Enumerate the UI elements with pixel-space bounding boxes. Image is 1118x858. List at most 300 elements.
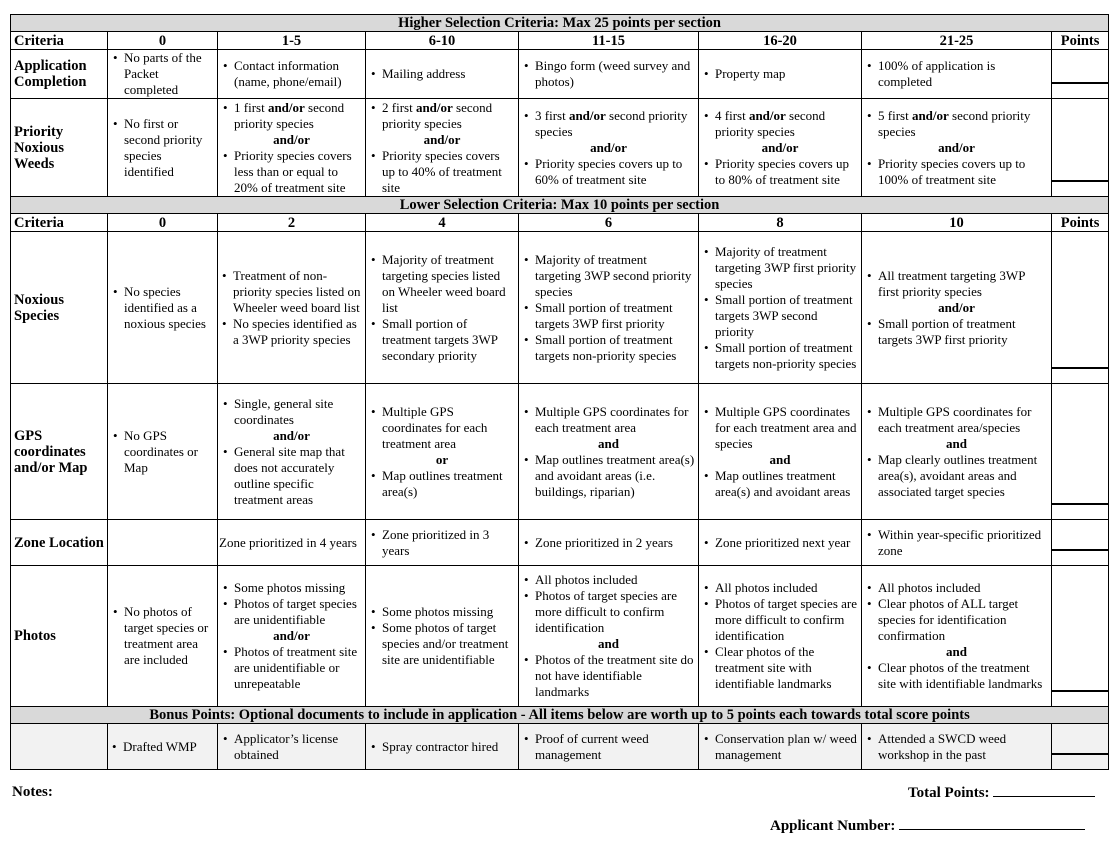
bullet-text-a: 3 first bbox=[535, 107, 569, 123]
lower-header-row bbox=[11, 214, 1109, 232]
bullet-text: Priority species covers up to 80% of treatment site bbox=[715, 155, 849, 187]
bullet-list bbox=[865, 527, 1048, 559]
points-entry-cell[interactable] bbox=[1052, 232, 1109, 384]
bullet-item bbox=[522, 404, 695, 436]
bullet-list bbox=[522, 108, 695, 188]
lower-criteria-row bbox=[11, 566, 1109, 707]
connector-text: and bbox=[769, 451, 791, 467]
lower-col-header-6: 10 bbox=[862, 214, 1052, 232]
bullet-text: No first or second priority species identified bbox=[124, 115, 203, 179]
lower-criteria-title: Lower Selection Criteria: Max 10 points per section bbox=[11, 197, 1109, 214]
bonus-item bbox=[522, 731, 695, 763]
connector-item bbox=[865, 140, 1048, 156]
bullet-item bbox=[702, 468, 858, 500]
score-cell bbox=[862, 384, 1052, 520]
bullet-item bbox=[702, 156, 858, 188]
bullet-text: Small portion of treatment targets 3WP first priority bbox=[535, 299, 673, 331]
bullet-item bbox=[221, 396, 362, 428]
score-cell bbox=[699, 99, 862, 197]
bullet-list bbox=[702, 731, 858, 763]
score-cell bbox=[218, 520, 366, 566]
criteria-label: GPS coordinates and/or Map bbox=[11, 384, 108, 520]
bullet-item bbox=[522, 588, 695, 636]
bullet-item bbox=[221, 580, 362, 596]
bullet-text: Clear photos of the treatment site with identifiable landmarks bbox=[715, 644, 832, 691]
score-cell bbox=[862, 566, 1052, 707]
lower-criteria-row bbox=[11, 384, 1109, 520]
bullet-text: Map outlines treatment area(s) and avoidant areas (i.e. buildings, riparian) bbox=[535, 451, 695, 499]
bullet-list bbox=[111, 428, 214, 476]
bullet-text: Bingo form (weed survey and photos) bbox=[535, 58, 691, 89]
score-cell bbox=[699, 520, 862, 566]
bullet-list bbox=[702, 580, 858, 692]
bullet-text: Small portion of treatment targets 3WP secondary priority bbox=[382, 315, 498, 363]
score-cell bbox=[519, 566, 699, 707]
bullet-list bbox=[111, 50, 214, 98]
bullet-text: Photos of the treatment site do not have identifiable landmarks bbox=[535, 652, 694, 699]
bullet-text-a: 2 first bbox=[382, 99, 416, 115]
bullet-text: Small portion of treatment targets 3WP second priority bbox=[715, 291, 853, 339]
connector-item bbox=[221, 428, 362, 444]
bullet-item bbox=[220, 268, 362, 316]
bullet-item bbox=[702, 66, 858, 82]
connector-item bbox=[522, 140, 695, 156]
higher-col-header-6: 21-25 bbox=[862, 32, 1052, 50]
bullet-list bbox=[221, 396, 362, 508]
bullet-text: Multiple GPS coordinates for each treatment area bbox=[535, 403, 689, 435]
connector-item bbox=[369, 452, 515, 468]
bullet-text: General site map that does not accurately outline specific treatment areas bbox=[234, 443, 345, 507]
bullet-item bbox=[111, 284, 214, 332]
bullet-text: All photos included bbox=[535, 572, 638, 587]
higher-col-header-4: 11-15 bbox=[519, 32, 699, 50]
bullet-text: No species identified as a noxious species bbox=[124, 283, 206, 331]
bullet-item bbox=[221, 58, 362, 90]
bullet-item bbox=[522, 535, 695, 551]
points-entry-line bbox=[1052, 180, 1108, 182]
bullet-text-a: 1 first bbox=[234, 99, 268, 115]
points-entry-line bbox=[1052, 82, 1108, 84]
cell-text: Zone prioritized in 4 years bbox=[219, 534, 357, 550]
higher-header-row bbox=[11, 32, 1109, 50]
bullet-list bbox=[369, 66, 515, 82]
bullet-list bbox=[522, 58, 695, 90]
bullet-list bbox=[220, 268, 362, 348]
total-points-label: Total Points: bbox=[908, 785, 990, 801]
bullet-item bbox=[702, 644, 858, 692]
higher-criteria-title: Higher Selection Criteria: Max 25 points per section bbox=[11, 15, 1109, 32]
bullet-text: Property map bbox=[715, 66, 786, 81]
bullet-item bbox=[522, 108, 695, 140]
higher-col-header-7: Points bbox=[1052, 32, 1109, 50]
bullet-list bbox=[522, 252, 695, 364]
bullet-list bbox=[369, 404, 515, 500]
bonus-cell bbox=[519, 724, 699, 770]
bullet-item bbox=[522, 332, 695, 364]
connector-item bbox=[702, 452, 858, 468]
points-entry-line bbox=[1052, 690, 1108, 692]
connector-text: and bbox=[946, 644, 967, 659]
bullet-item bbox=[220, 316, 362, 348]
score-cell bbox=[108, 99, 218, 197]
bullet-list bbox=[369, 604, 515, 668]
bullet-text: No photos of target species or treatment area are included bbox=[124, 604, 209, 667]
bullet-text: Priority species covers up to 40% of treatment site bbox=[382, 147, 502, 195]
bullet-list bbox=[702, 244, 858, 372]
bonus-item-text: Attended a SWCD weed workshop in the past bbox=[878, 730, 1007, 762]
score-cell bbox=[108, 50, 218, 99]
bullet-list bbox=[221, 580, 362, 692]
bullet-item bbox=[369, 468, 515, 500]
bullet-text: Majority of treatment targeting species listed on Wheeler weed board list bbox=[382, 251, 506, 315]
bullet-item bbox=[369, 316, 515, 364]
connector-text: and/or bbox=[273, 427, 310, 443]
bullet-text: No GPS coordinates or Map bbox=[124, 427, 199, 475]
score-cell bbox=[108, 520, 218, 566]
bullet-text-a: 5 first bbox=[878, 107, 912, 123]
total-points-line[interactable] bbox=[993, 784, 1095, 797]
bullet-keyword: and/or bbox=[267, 99, 305, 115]
bullet-list bbox=[865, 268, 1048, 348]
score-cell bbox=[699, 232, 862, 384]
connector-text: and/or bbox=[590, 139, 627, 155]
bullet-item bbox=[221, 148, 362, 196]
bullet-keyword: and/or bbox=[911, 107, 949, 123]
bullet-text: All treatment targeting 3WP first priority species bbox=[878, 267, 1025, 299]
score-cell bbox=[519, 50, 699, 99]
bullet-text: 100% of application is completed bbox=[878, 58, 996, 89]
bullet-list bbox=[369, 252, 515, 364]
connector-item bbox=[702, 140, 858, 156]
bullet-list bbox=[865, 58, 1048, 90]
criteria-label: Application Completion bbox=[11, 50, 108, 99]
notes-label: Notes: bbox=[12, 784, 53, 800]
higher-col-header-2: 1-5 bbox=[218, 32, 366, 50]
bullet-list bbox=[865, 731, 1048, 763]
bullet-item bbox=[865, 156, 1048, 188]
score-cell bbox=[218, 384, 366, 520]
bullet-item bbox=[702, 292, 858, 340]
points-entry-line bbox=[1052, 549, 1108, 551]
bullet-list bbox=[221, 100, 362, 196]
score-cell bbox=[519, 99, 699, 197]
bullet-text: Small portion of treatment targets non-priority species bbox=[535, 331, 677, 363]
bullet-item bbox=[865, 452, 1048, 500]
lower-col-header-2: 2 bbox=[218, 214, 366, 232]
bonus-cell bbox=[366, 724, 519, 770]
points-entry-line bbox=[1052, 753, 1108, 755]
points-entry-cell[interactable] bbox=[1052, 384, 1109, 520]
bullet-text: Some photos missing bbox=[234, 580, 346, 595]
bullet-list bbox=[702, 66, 858, 82]
total-points-field bbox=[908, 784, 1095, 802]
bullet-item bbox=[369, 620, 515, 668]
bonus-item bbox=[110, 739, 214, 755]
bullet-list bbox=[702, 108, 858, 188]
bullet-text: Priority species covers less than or equal to 20% of treatment site bbox=[234, 147, 352, 195]
bullet-item bbox=[221, 596, 362, 628]
bullet-text-b: second priority species bbox=[382, 99, 493, 131]
connector-text: and/or bbox=[423, 131, 461, 147]
lower-criteria-row bbox=[11, 232, 1109, 384]
connector-item bbox=[522, 636, 695, 652]
bonus-item bbox=[865, 731, 1048, 763]
criteria-label: Noxious Species bbox=[11, 232, 108, 384]
bullet-item bbox=[522, 652, 695, 700]
bullet-item bbox=[702, 404, 858, 452]
bullet-text: Clear photos of the treatment site with identifiable landmarks bbox=[878, 660, 1043, 691]
points-entry-cell[interactable] bbox=[1052, 520, 1109, 566]
bonus-row bbox=[11, 724, 1109, 770]
bullet-item bbox=[865, 596, 1048, 644]
score-cell bbox=[108, 566, 218, 707]
bullet-item bbox=[369, 100, 515, 132]
bullet-list bbox=[369, 100, 515, 196]
bullet-item bbox=[865, 660, 1048, 692]
criteria-label: Photos bbox=[11, 566, 108, 707]
lower-col-header-0: Criteria bbox=[11, 214, 108, 232]
bullet-list bbox=[522, 572, 695, 700]
lower-col-header-4: 6 bbox=[519, 214, 699, 232]
bullet-item bbox=[369, 148, 515, 196]
bonus-item-text: Drafted WMP bbox=[123, 738, 197, 754]
lower-col-header-5: 8 bbox=[699, 214, 862, 232]
connector-item bbox=[865, 300, 1048, 316]
bullet-text: Contact information (name, phone/email) bbox=[234, 58, 342, 89]
bullet-item bbox=[369, 604, 515, 620]
score-cell bbox=[366, 520, 519, 566]
bullet-text: Zone prioritized next year bbox=[715, 534, 851, 550]
bullet-list bbox=[865, 580, 1048, 692]
bullet-text: Multiple GPS coordinates for each treatment area and species bbox=[715, 403, 857, 451]
lower-col-header-3: 4 bbox=[366, 214, 519, 232]
bullet-item bbox=[702, 580, 858, 596]
score-cell bbox=[366, 50, 519, 99]
connector-item bbox=[369, 132, 515, 148]
bullet-item bbox=[369, 66, 515, 82]
bullet-text: Map outlines treatment area(s) and avoidant areas bbox=[715, 467, 851, 499]
bullet-text: Single, general site coordinates bbox=[234, 395, 334, 427]
bullet-item bbox=[111, 428, 214, 476]
bonus-cell bbox=[108, 724, 218, 770]
bullet-text-b: second priority species bbox=[535, 107, 688, 139]
scoring-rubric-table bbox=[10, 14, 1109, 770]
higher-criteria-row bbox=[11, 99, 1109, 197]
bullet-item bbox=[221, 644, 362, 692]
bullet-item bbox=[111, 50, 214, 98]
bullet-text-b: second priority species bbox=[715, 107, 826, 139]
bullet-item bbox=[865, 268, 1048, 300]
bonus-item-text: Spray contractor hired bbox=[382, 738, 499, 754]
score-cell bbox=[366, 566, 519, 707]
score-cell bbox=[862, 99, 1052, 197]
score-cell bbox=[519, 520, 699, 566]
bullet-list bbox=[221, 731, 362, 763]
criteria-label: Priority Noxious Weeds bbox=[11, 99, 108, 197]
bullet-keyword: and/or bbox=[568, 107, 606, 123]
points-entry-cell[interactable] bbox=[1052, 566, 1109, 707]
lower-col-header-7: Points bbox=[1052, 214, 1109, 232]
bullet-list bbox=[865, 404, 1048, 500]
bullet-item bbox=[865, 58, 1048, 90]
bullet-list bbox=[369, 527, 515, 559]
lower-criteria-row bbox=[11, 520, 1109, 566]
bullet-list bbox=[522, 731, 695, 763]
connector-text: and/or bbox=[273, 628, 310, 643]
score-cell bbox=[218, 566, 366, 707]
connector-text: and/or bbox=[761, 139, 799, 155]
bullet-item bbox=[865, 580, 1048, 596]
bullet-item bbox=[702, 596, 858, 644]
bullet-list bbox=[702, 404, 858, 500]
bullet-keyword: and/or bbox=[415, 99, 453, 115]
bonus-cell bbox=[862, 724, 1052, 770]
bullet-text: Multiple GPS coordinates for each treatment area/species bbox=[878, 403, 1032, 435]
bonus-item bbox=[369, 739, 515, 755]
score-cell bbox=[862, 232, 1052, 384]
bonus-item-text: Applicator’s license obtained bbox=[234, 730, 339, 762]
bullet-list bbox=[111, 284, 214, 332]
bullet-item bbox=[522, 252, 695, 300]
bullet-text: Clear photos of ALL target species for identification confirmation bbox=[878, 596, 1019, 643]
criteria-label: Zone Location bbox=[11, 520, 108, 566]
bullet-text: Majority of treatment targeting 3WP first priority species bbox=[715, 243, 857, 291]
bullet-list bbox=[221, 58, 362, 90]
lower-col-header-1: 0 bbox=[108, 214, 218, 232]
connector-text: and/or bbox=[273, 131, 310, 147]
score-cell bbox=[699, 50, 862, 99]
bullet-item bbox=[865, 108, 1048, 140]
bullet-text: Map outlines treatment area(s) bbox=[382, 467, 503, 499]
bullet-keyword: and/or bbox=[748, 107, 786, 123]
bullet-item bbox=[522, 58, 695, 90]
bonus-item bbox=[221, 731, 362, 763]
points-entry-cell[interactable] bbox=[1052, 50, 1109, 99]
score-cell bbox=[218, 50, 366, 99]
bullet-item bbox=[702, 535, 858, 551]
score-cell bbox=[108, 384, 218, 520]
bullet-list bbox=[369, 739, 515, 755]
connector-text: or bbox=[435, 451, 449, 467]
bullet-item bbox=[522, 452, 695, 500]
bonus-item-text: Conservation plan w/ weed management bbox=[715, 730, 857, 762]
connector-item bbox=[221, 132, 362, 148]
bullet-item bbox=[221, 100, 362, 132]
score-cell bbox=[699, 566, 862, 707]
higher-col-header-0: Criteria bbox=[11, 32, 108, 50]
bonus-cell bbox=[218, 724, 366, 770]
bullet-text: No parts of the Packet completed bbox=[124, 50, 202, 97]
bonus-label-cell bbox=[11, 724, 108, 770]
bullet-text: Some photos of target species and/or treatment site are unidentifiable bbox=[382, 620, 509, 667]
bullet-item bbox=[369, 404, 515, 452]
connector-text: and bbox=[598, 636, 619, 651]
bullet-item bbox=[221, 444, 362, 508]
connector-text: and bbox=[946, 435, 967, 451]
bullet-list bbox=[110, 739, 214, 755]
score-cell bbox=[218, 99, 366, 197]
connector-text: and/or bbox=[938, 299, 975, 315]
bullet-text: Multiple GPS coordinates for each treatment area bbox=[382, 403, 488, 451]
bullet-text: Mailing address bbox=[382, 66, 466, 81]
connector-text: and bbox=[598, 435, 619, 451]
higher-col-header-5: 16-20 bbox=[699, 32, 862, 50]
connector-item bbox=[865, 436, 1048, 452]
score-cell bbox=[519, 232, 699, 384]
higher-criteria-row bbox=[11, 50, 1109, 99]
bullet-item bbox=[865, 527, 1048, 559]
bullet-item bbox=[865, 404, 1048, 436]
bullet-item bbox=[522, 300, 695, 332]
bullet-item bbox=[369, 527, 515, 559]
bonus-points-entry[interactable] bbox=[1052, 724, 1109, 770]
connector-text: and/or bbox=[938, 139, 975, 155]
bullet-list bbox=[111, 116, 214, 180]
bullet-text: Photos of target species are unidentifiable bbox=[234, 596, 357, 627]
connector-item bbox=[522, 436, 695, 452]
bullet-item bbox=[702, 340, 858, 372]
points-entry-cell[interactable] bbox=[1052, 99, 1109, 197]
score-cell bbox=[218, 232, 366, 384]
bullet-text: Zone prioritized in 2 years bbox=[535, 534, 673, 550]
higher-criteria-band bbox=[11, 15, 1109, 32]
score-cell bbox=[366, 232, 519, 384]
bonus-title: Bonus Points: Optional documents to include in application - All items below are worth up to 5 points each towards total score points bbox=[11, 707, 1109, 724]
connector-item bbox=[221, 628, 362, 644]
bullet-list bbox=[522, 404, 695, 500]
bullet-list bbox=[522, 535, 695, 551]
points-entry-line bbox=[1052, 503, 1108, 505]
higher-col-header-3: 6-10 bbox=[366, 32, 519, 50]
bullet-text: Small portion of treatment targets 3WP first priority bbox=[878, 315, 1016, 347]
bullet-list bbox=[111, 604, 214, 668]
bullet-text: Within year-specific prioritized zone bbox=[878, 526, 1042, 558]
bullet-item bbox=[369, 252, 515, 316]
bullet-text-a: 4 first bbox=[715, 107, 749, 123]
bullet-item bbox=[702, 108, 858, 140]
bonus-item-text: Proof of current weed management bbox=[535, 730, 649, 762]
bullet-item bbox=[111, 116, 214, 180]
score-cell bbox=[862, 50, 1052, 99]
bullet-text: Zone prioritized in 3 years bbox=[382, 526, 490, 558]
score-cell bbox=[699, 384, 862, 520]
higher-col-header-1: 0 bbox=[108, 32, 218, 50]
bullet-text: Priority species covers up to 60% of treatment site bbox=[535, 155, 683, 187]
bullet-text: Map clearly outlines treatment area(s), avoidant areas and associated target species bbox=[878, 451, 1038, 499]
bullet-text: Treatment of non-priority species listed on Wheeler weed board list bbox=[233, 267, 361, 315]
bullet-item bbox=[702, 244, 858, 292]
points-entry-line bbox=[1052, 367, 1108, 369]
bullet-text-b: second priority species bbox=[234, 99, 345, 131]
bullet-item bbox=[111, 604, 214, 668]
bullet-text: Priority species covers up to 100% of treatment site bbox=[878, 155, 1026, 187]
bullet-item bbox=[522, 572, 695, 588]
bullet-text: Photos of target species are more difficult to confirm identification bbox=[535, 588, 677, 635]
connector-item bbox=[865, 644, 1048, 660]
bullet-text-b: second priority species bbox=[878, 107, 1031, 139]
score-cell bbox=[366, 99, 519, 197]
applicant-number-line[interactable] bbox=[899, 817, 1085, 830]
bullet-item bbox=[522, 156, 695, 188]
bonus-band bbox=[11, 707, 1109, 724]
applicant-number-field bbox=[770, 817, 1085, 835]
bonus-cell bbox=[699, 724, 862, 770]
bullet-text: Some photos missing bbox=[382, 604, 494, 619]
bullet-text: All photos included bbox=[715, 580, 818, 595]
bullet-text: All photos included bbox=[878, 580, 981, 595]
score-cell bbox=[862, 520, 1052, 566]
bonus-item bbox=[702, 731, 858, 763]
